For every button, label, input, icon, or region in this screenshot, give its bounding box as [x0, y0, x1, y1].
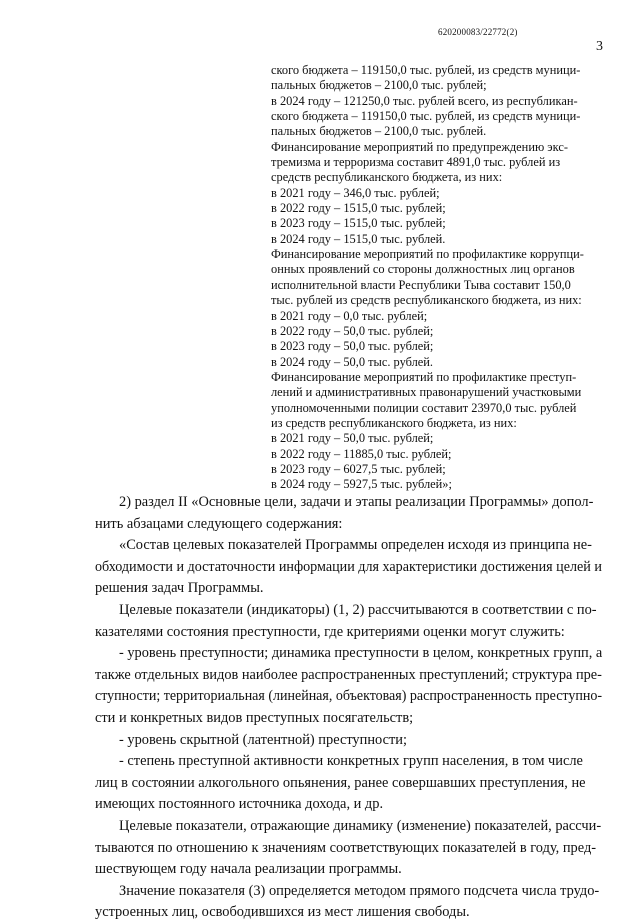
- text-line: - уровень скрытной (латентной) преступности;: [119, 731, 407, 748]
- text-line: Целевые показатели (индикаторы) (1, 2) рассчитываются в соответствии с по-: [119, 601, 597, 618]
- text-line: - степень преступной активности конкретных групп населения, в том числе: [119, 753, 583, 770]
- text-line: Значение показателя (3) определяется методом прямого подсчета числа трудо-: [119, 882, 600, 899]
- text-line: в 2021 году – 0,0 тыс. рублей;: [271, 308, 428, 323]
- text-line: тываются по отношению к значениям соответствующих показателей в году, пред-: [95, 839, 597, 856]
- page-number: 3: [596, 39, 603, 54]
- text-line: из средств республиканского бюджета, из них:: [271, 415, 517, 430]
- text-line: в 2024 году – 5927,5 тыс. рублей»;: [271, 477, 452, 492]
- text-line: нить абзацами следующего содержания:: [95, 515, 343, 532]
- text-line: Финансирование мероприятий по предупреждению экс-: [271, 139, 568, 154]
- text-line: пальных бюджетов – 2100,0 тыс. рублей.: [271, 124, 487, 139]
- text-line: в 2024 году – 1515,0 тыс. рублей.: [271, 231, 446, 246]
- text-line: ского бюджета – 119150,0 тыс. рублей, из средств муници-: [271, 63, 581, 77]
- text-line: тремизма и терроризма составит 4891,0 тыс. рублей из: [271, 155, 561, 170]
- text-line: решения задач Программы.: [95, 580, 264, 597]
- main-body-text: [95, 492, 602, 924]
- text-line: лений и административных правонарушений участковыми: [271, 385, 582, 400]
- text-line: сти и конкретных видов преступных посягательств;: [95, 709, 414, 726]
- text-line: в 2023 году – 6027,5 тыс. рублей;: [271, 461, 446, 476]
- text-line: казателями состояния преступности, где критериями оценки могут служить:: [95, 623, 565, 640]
- text-line: в 2021 году – 50,0 тыс. рублей;: [271, 431, 434, 446]
- text-line: 2) раздел II «Основные цели, задачи и этапы реализации Программы» допол-: [119, 494, 594, 510]
- text-line: устроенных лиц, освободившихся из мест лишения свободы.: [95, 904, 470, 921]
- text-line: Целевые показатели, отражающие динамику (изменение) показателей, рассчи-: [119, 817, 602, 834]
- text-line: лиц в состоянии алкогольного опьянения, ранее совершавших преступления, не: [95, 774, 586, 791]
- text-line: средств республиканского бюджета, из них:: [271, 170, 503, 185]
- text-line: - уровень преступности; динамика преступности в целом, конкретных групп, а: [119, 645, 603, 662]
- text-line: ского бюджета – 119150,0 тыс. рублей, из средств муници-: [271, 109, 581, 124]
- text-line: уполномоченными полиции составит 23970,0 тыс. рублей: [271, 400, 577, 415]
- text-line: Финансирование мероприятий по профилактике коррупци-: [271, 247, 584, 262]
- text-line: ступности; территориальная (линейная, объектовая) распространенность преступно-: [95, 688, 603, 705]
- text-line: онных проявлений со стороны должностных лиц органов: [271, 262, 575, 277]
- text-line: пальных бюджетов – 2100,0 тыс. рублей;: [271, 78, 487, 93]
- text-line: Финансирование мероприятий по профилактике преступ-: [271, 369, 577, 384]
- text-line: обходимости и достаточности информации для характеристики достижения целей и: [95, 558, 602, 575]
- text-line: в 2022 году – 50,0 тыс. рублей;: [271, 323, 434, 338]
- text-line: в 2022 году – 11885,0 тыс. рублей;: [271, 446, 452, 461]
- text-line: исполнительной власти Республики Тыва составит 150,0: [271, 277, 571, 292]
- text-line: шествующем году начала реализации программы.: [95, 861, 402, 878]
- text-line: в 2024 году – 50,0 тыс. рублей.: [271, 354, 434, 369]
- financing-column: [271, 63, 602, 493]
- text-line: в 2023 году – 50,0 тыс. рублей;: [271, 339, 434, 354]
- text-line: тыс. рублей из средств республиканского бюджета, из них:: [271, 293, 582, 308]
- text-line: «Состав целевых показателей Программы определен исходя из принципа не-: [119, 537, 592, 554]
- text-line: в 2021 году – 346,0 тыс. рублей;: [271, 185, 440, 200]
- text-line: также отдельных видов наиболее распространенных преступлений; структура пре-: [95, 666, 602, 683]
- text-line: в 2023 году – 1515,0 тыс. рублей;: [271, 216, 446, 231]
- text-line: в 2024 году – 121250,0 тыс. рублей всего, из республикан-: [271, 93, 578, 108]
- document-number: 620200083/22772(2): [438, 27, 518, 37]
- text-line: в 2022 году – 1515,0 тыс. рублей;: [271, 201, 446, 216]
- text-line: имеющих постоянного источника дохода, и др.: [95, 796, 384, 813]
